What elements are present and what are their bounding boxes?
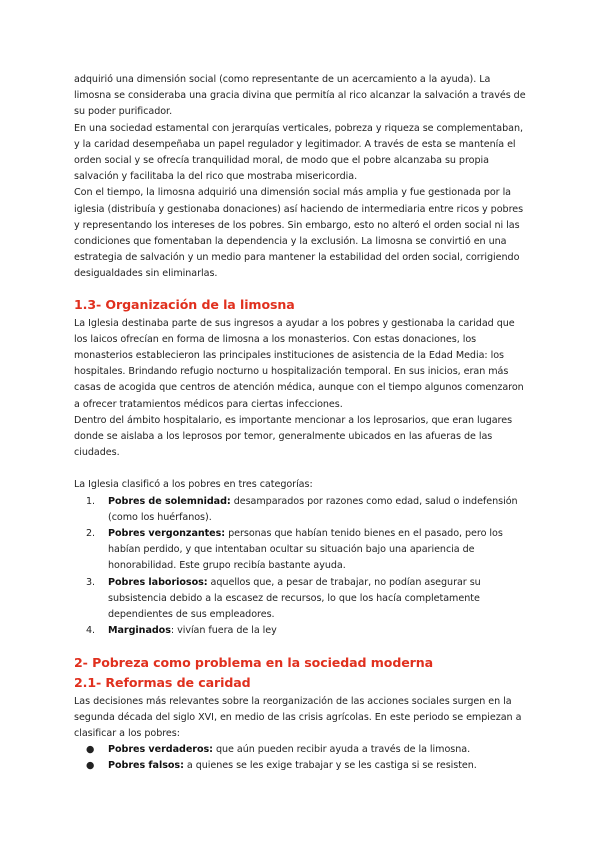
- list-item-term: Pobres de solemnidad:: [108, 495, 231, 507]
- list-item: [86, 758, 526, 774]
- bullet-icon: ●: [86, 744, 95, 756]
- list-item-text: a quienes se les exige trabajar y se les castiga si se resisten.: [183, 760, 477, 772]
- section-heading-2: 2- Pobreza como problema en la sociedad moderna: [74, 654, 434, 670]
- list-item: [86, 526, 526, 575]
- section-heading-2-1: 2.1- Reformas de caridad: [74, 674, 251, 690]
- list-number: 4.: [86, 625, 96, 637]
- list-item-term: Pobres verdaderos:: [108, 744, 213, 756]
- list-item-text: personas que habían tenido bienes en el pasado, pero los habían perdido, y que intentaban ocultar su situación bajo una apariencia de honorabilidad. Este grupo recibía bastante ayuda.: [108, 528, 503, 572]
- list-number: 2.: [86, 528, 96, 540]
- list-item-text: aquellos que, a pesar de trabajar, no podían asegurar su subsistencia debido a la escasez de recursos, lo que los hacía completamente dependientes de sus empleadores.: [108, 576, 481, 621]
- section-1-3-paragraph-1: La Iglesia destinaba parte de sus ingresos a ayudar a los pobres y gestionaba la caridad que los laicos ofrecían en forma de limosna a los monasterios. Con estas donaciones, los monasterios establecieron las principales instituciones de asistencia de la Edad Media: los hospitales. Brindando refugio nocturno u hospitalización temporal. En sus inicios, eran más casas de acogida que centros de atención médica, aunque con el tiempo algunos comenzaron a ofrecer tratamientos médicos para ciertas infecciones.: [74, 317, 524, 410]
- list-item-text: que aún pueden recibir ayuda a través de la limosna.: [212, 744, 471, 756]
- poor-types-list: [86, 742, 526, 774]
- intro-paragraph-3: Con el tiempo, la limosna adquirió una dimensión social más amplia y fue gestionada por la iglesia (distribuía y gestionaba donaciones) así haciendo de intermediaria entre ricos y pobres y representando los intereses de los pobres. Sin embargo, esto no alteró el orden social ni las condiciones que fomentaban la dependencia y la exclusión. La limosna se convirtió en una estrategia de salvación y un medio para mantener la estabilidad del orden social, corrigiendo desigualdades sin eliminarlas.: [74, 187, 524, 280]
- list-item: [86, 742, 526, 758]
- categories-intro: La Iglesia clasificó a los pobres en tres categorías:: [74, 479, 313, 491]
- list-number: 1.: [86, 495, 96, 507]
- section-2-1-paragraph-1: Las decisiones más relevantes sobre la reorganización de las acciones sociales surgen en la segunda década del siglo XVI, en medio de las crisis agrícolas. En este periodo se empiezan a clasificar a los pobres:: [74, 695, 522, 739]
- intro-paragraph-2: En una sociedad estamental con jerarquías verticales, pobreza y riqueza se complementaban, y la caridad desempeñaba un papel regulador y legitimador. A través de esta se mantenía el orden social y se ofrecía tranquilidad moral, de modo que el pobre alcanzaba su propia salvación y facilitaba la del rico que mostraba misericordia.: [74, 122, 523, 183]
- list-item: [86, 575, 526, 624]
- list-item-term: Pobres falsos:: [108, 760, 184, 772]
- list-number: 3.: [86, 576, 96, 588]
- list-item-term: Marginados: [108, 625, 171, 637]
- bullet-icon: ●: [86, 760, 95, 772]
- poverty-categories-list: [86, 494, 526, 640]
- section-heading-1-3: 1.3- Organización de la limosna: [74, 296, 295, 312]
- list-item: [86, 494, 526, 526]
- list-item-term: Pobres laboriosos:: [108, 576, 208, 588]
- list-item-text: desamparados por razones como edad, salud o indefensión (como los huérfanos).: [108, 495, 518, 523]
- list-item-term: Pobres vergonzantes:: [108, 528, 226, 540]
- list-item-text: : vivían fuera de la ley: [170, 625, 277, 637]
- intro-paragraph-1: adquirió una dimensión social (como representante de un acercamiento a la ayuda). La limosna se consideraba una gracia divina que permitía al rico alcanzar la salvación a través de su poder purificador.: [74, 74, 526, 118]
- list-item: [86, 623, 526, 639]
- section-1-3-paragraph-2: Dentro del ámbito hospitalario, es importante mencionar a los leprosarios, que eran lugares donde se aislaba a los leprosos por temor, generalmente ubicados en las afueras de las ciudades.: [74, 414, 513, 459]
